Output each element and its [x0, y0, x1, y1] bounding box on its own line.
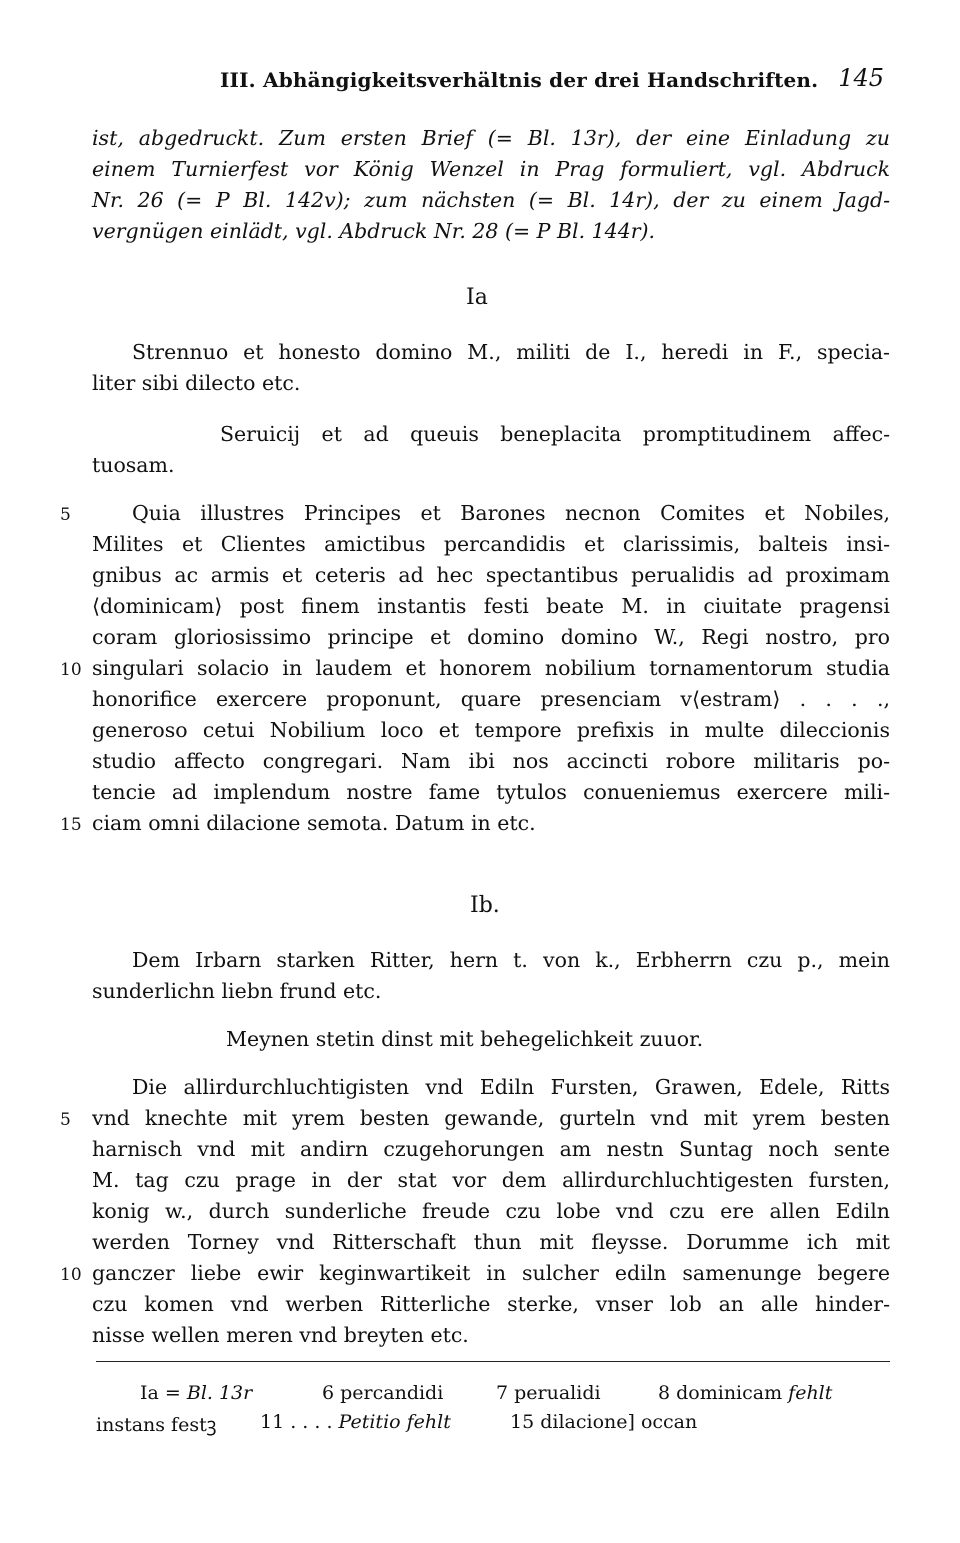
footnote-ref-eq: = Bl. 13r [164, 1382, 253, 1404]
footnote-item: instans festꝫ [96, 1414, 217, 1436]
body-line: ciam omni dilacione semota. Datum in etc. [92, 811, 536, 835]
footnote-item [658, 1382, 832, 1404]
salutation-line: Meynen stetin dinst mit behegelichkeit zuuor. [226, 1027, 704, 1051]
intro-line: einem Turnierfest vor König Wenzel in Prag formuliert, vgl. Abdruck [92, 157, 890, 181]
intro-line: vergnügen einlädt, vgl. Abdruck Nr. 28 (= P Bl. 144r). [92, 219, 656, 243]
body-line: M. tag czu prage in der stat vor dem allirdurchluchtigesten fursten, [92, 1168, 890, 1192]
line-number: 10 [60, 1265, 82, 1285]
body-line: singulari solacio in laudem et honorem nobilium tornamentorum studia [92, 656, 890, 680]
body-line: coram gloriosissimo principe et domino domino W., Regi nostro, pro [92, 625, 890, 649]
section-b-body [92, 1072, 890, 1351]
line-number: 5 [60, 505, 71, 525]
section-a-body [92, 498, 890, 839]
address-line: sunderlichn liebn frund etc. [92, 979, 382, 1003]
body-line: honorifice exercere proponunt, quare presenciam v⟨estram⟩ . . . ., [92, 687, 890, 711]
footnote-ref [140, 1382, 252, 1404]
section-a-heading: Ia [466, 285, 488, 310]
body-line: konig w., durch sunderliche freude czu lobe vnd czu ere allen Ediln [92, 1199, 890, 1223]
body-line: ganczer liebe ewir keginwartikeit in sulcher ediln samenunge begere [92, 1261, 890, 1285]
address-line: Dem Irbarn starken Ritter, hern t. von k., Erbherrn czu p., mein [132, 948, 890, 972]
body-line: studio affecto congregari. Nam ibi nos accincti robore militaris po- [92, 749, 890, 773]
body-line: harnisch vnd mit andirn czugehorungen am nestn Suntag noch sente [92, 1137, 890, 1161]
footnote-item: 6 percandidi [322, 1382, 444, 1404]
section-a-salutation [92, 419, 890, 481]
footnote-note: Petitio fehlt [338, 1411, 451, 1433]
salutation-line: tuosam. [92, 453, 175, 477]
body-line: vnd knechte mit yrem besten gewande, gurteln vnd mit yrem besten [92, 1106, 890, 1130]
body-line: Die allirdurchluchtigisten vnd Ediln Fursten, Grawen, Edele, Ritts [132, 1075, 890, 1099]
section-b-heading: Ib. [470, 893, 500, 918]
section-a-address [92, 337, 890, 399]
footnote-text: 8 dominicam [658, 1382, 783, 1404]
footnote-item: 15 dilacione] occan [510, 1411, 698, 1433]
body-line: czu komen vnd werben Ritterliche sterke, vnser lob an alle hinder- [92, 1292, 890, 1316]
body-line: tencie ad implendum nostre fame tytulos conueniemus exercere mili- [92, 780, 890, 804]
chapter-heading: III. Abhängigkeitsverhältnis der drei Handschriften. [220, 68, 819, 92]
footnote-ref-label: Ia [140, 1382, 159, 1404]
footnote-rule [96, 1361, 890, 1362]
body-line: generoso cetui Nobilium loco et tempore prefixis in multe dileccionis [92, 718, 890, 742]
address-line: Strennuo et honesto domino M., militi de I., heredi in F., specia- [132, 340, 890, 364]
line-number: 10 [60, 660, 82, 680]
section-b-salutation [92, 1024, 890, 1055]
body-line: werden Torney vnd Ritterschaft thun mit fleysse. Dorumme ich mit [92, 1230, 890, 1254]
footnote-item: 7 perualidi [496, 1382, 601, 1404]
footnote-text: 11 . . . . [260, 1411, 333, 1433]
body-line: nisse wellen meren vnd breyten etc. [92, 1323, 469, 1347]
footnote-note: fehlt [788, 1382, 833, 1404]
page-number: 145 [838, 64, 884, 92]
intro-paragraph [92, 123, 890, 247]
body-line: gnibus ac armis et ceteris ad hec spectantibus perualidis ad proximam [92, 563, 890, 587]
footnote-line [96, 1411, 890, 1437]
line-number: 5 [60, 1110, 71, 1130]
intro-line: ist, abgedruckt. Zum ersten Brief (= Bl. 13r), der eine Einladung zu [92, 126, 890, 150]
body-line: ⟨dominicam⟩ post finem instantis festi beate M. in ciuitate pragensi [92, 594, 890, 618]
body-line: Quia illustres Principes et Barones necnon Comites et Nobiles, [132, 501, 890, 525]
section-b-address [92, 945, 890, 1007]
body-line: Milites et Clientes amictibus percandidis et clarissimis, balteis insi- [92, 532, 890, 556]
footnote-line [96, 1382, 890, 1408]
line-number: 15 [60, 815, 82, 835]
salutation-line: Seruicij et ad queuis beneplacita promptitudinem affec- [220, 422, 890, 446]
intro-line: Nr. 26 (= P Bl. 142v); zum nächsten (= Bl. 14r), der zu einem Jagd- [92, 188, 890, 212]
footnote-item [260, 1411, 451, 1433]
address-line: liter sibi dilecto etc. [92, 371, 301, 395]
running-head [92, 64, 890, 100]
